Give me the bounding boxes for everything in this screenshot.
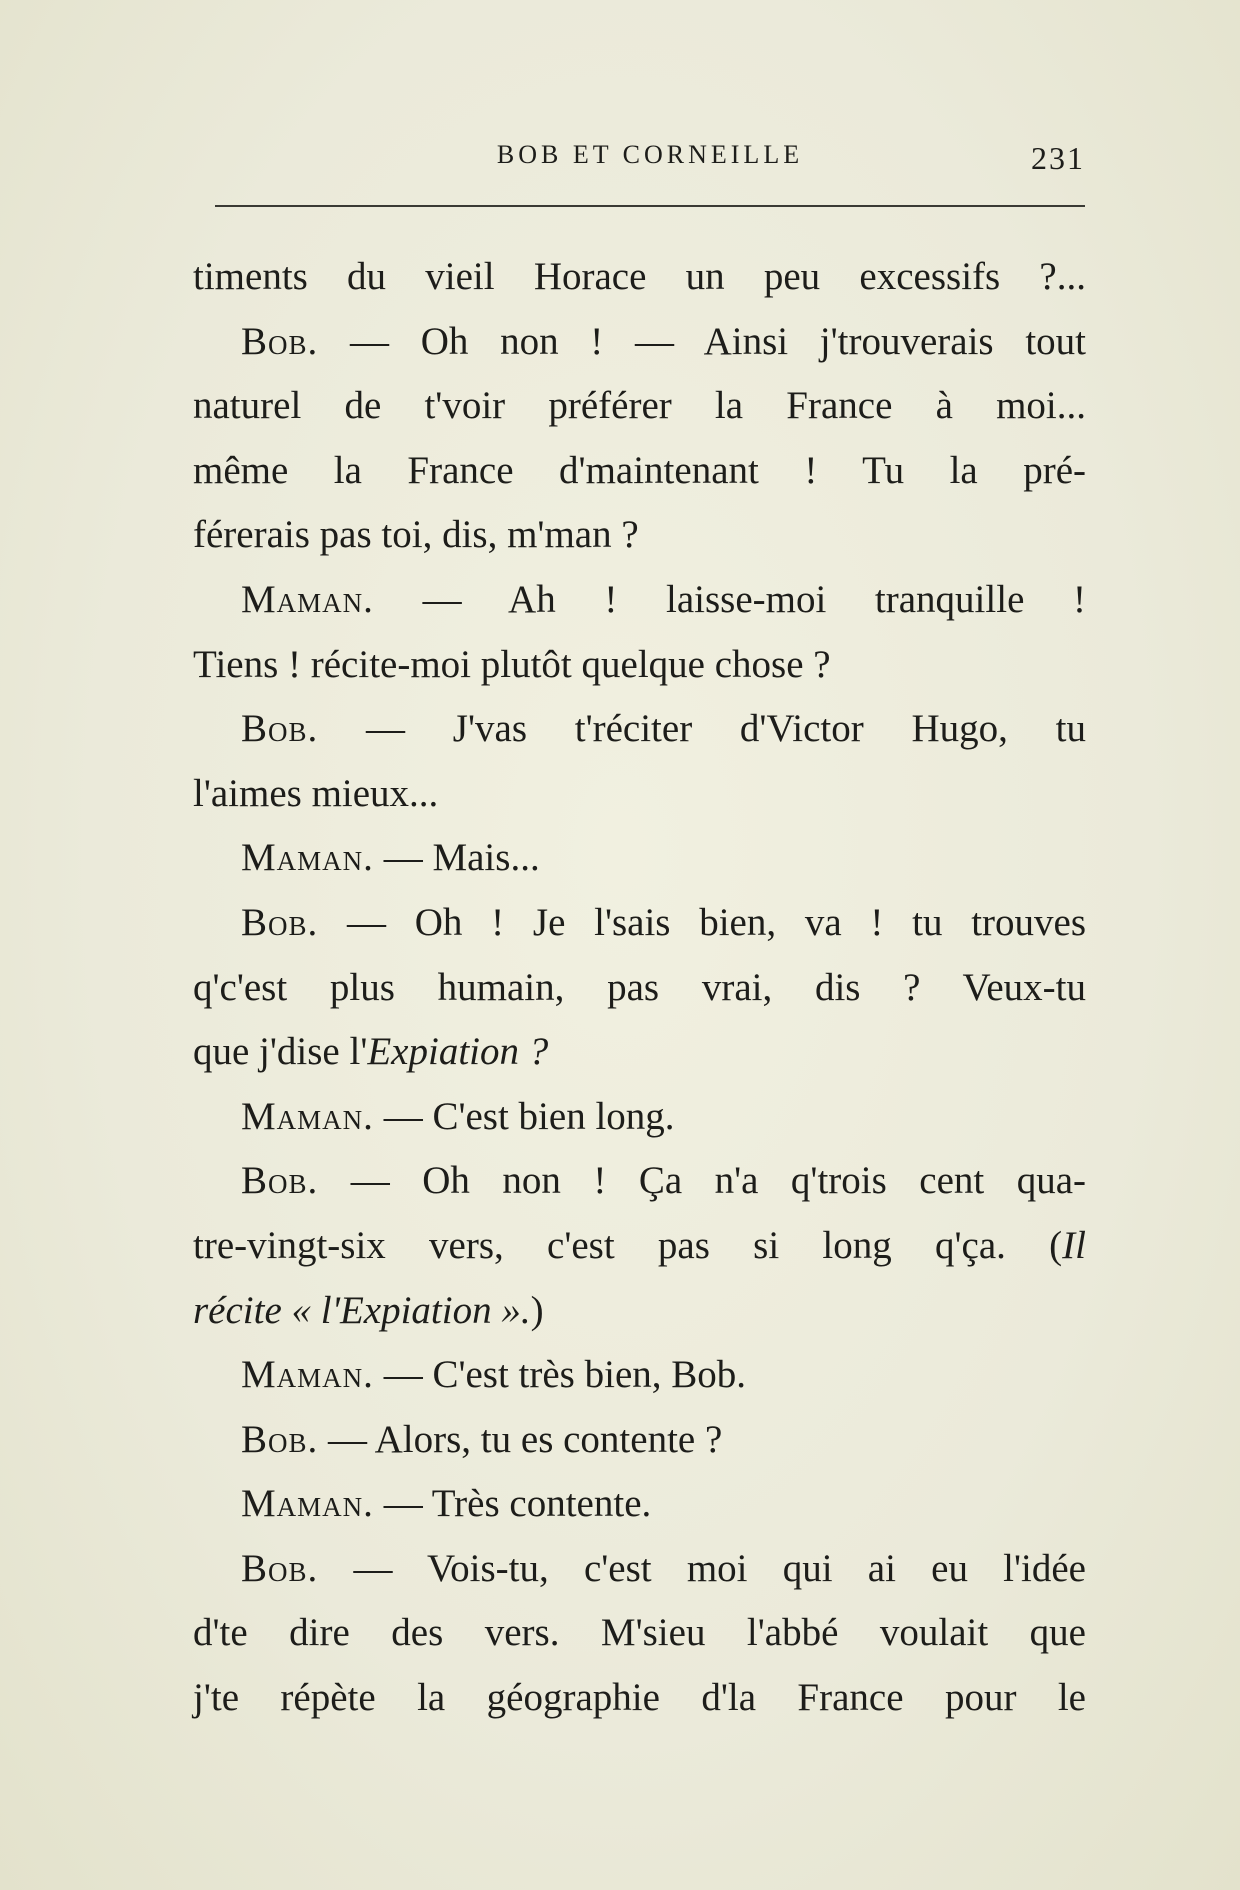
page-header	[215, 140, 1085, 190]
speaker-bob: Bob.	[241, 1159, 319, 1203]
dialogue-line: Bob. — Vois-tu, c'est moi qui ai eu l'idée	[241, 1546, 1086, 1590]
italic-title: Expiation ?	[367, 1030, 549, 1074]
page-number: 231	[1031, 140, 1085, 176]
page-body	[193, 245, 1086, 1731]
dialogue-line: Bob. — Alors, tu es contente ?	[241, 1417, 723, 1461]
text-line: naturel de t'voir préférer la France à moi...	[193, 384, 1086, 428]
dialogue-line: Maman. — C'est bien long.	[241, 1094, 675, 1138]
text-line: que j'dise l'Expiation ?	[193, 1030, 549, 1074]
dialogue-line: Bob. — J'vas t'réciter d'Victor Hugo, tu	[241, 707, 1087, 751]
speaker-maman: Maman.	[241, 1353, 374, 1397]
speaker-bob: Bob.	[241, 707, 319, 751]
text-line: récite « l'Expiation ».)	[193, 1288, 544, 1332]
speaker-bob: Bob.	[241, 319, 319, 363]
dialogue-line: Bob. — Oh non ! — Ainsi j'trouverais tout	[241, 319, 1086, 363]
stage-direction: Il	[1062, 1223, 1086, 1267]
dialogue-line: Maman. — Très contente.	[241, 1482, 652, 1526]
text-line: q'c'est plus humain, pas vrai, dis ? Veux-tu	[193, 965, 1086, 1009]
running-title: BOB ET CORNEILLE	[496, 140, 804, 169]
text-line: timents du vieil Horace un peu excessifs ?...	[193, 255, 1086, 298]
text-line: Tiens ! récite-moi plutôt quelque chose ?	[193, 642, 831, 686]
speaker-maman: Maman.	[241, 1094, 374, 1138]
dialogue-line: Bob. — Oh non ! Ça n'a q'trois cent qua-	[241, 1159, 1086, 1203]
dialogue-line: Bob. — Oh ! Je l'sais bien, va ! tu trouves	[241, 900, 1087, 944]
stage-direction: récite « l'Expiation ».	[193, 1288, 531, 1332]
dialogue-line: Maman. — Ah ! laisse-moi tranquille !	[241, 577, 1086, 621]
dialogue-line: Maman. — C'est très bien, Bob.	[241, 1353, 747, 1397]
text-line: férerais pas toi, dis, m'man ?	[193, 513, 639, 557]
text-line: j'te répète la géographie d'la France pour le	[193, 1676, 1086, 1720]
text-line: tre-vingt-six vers, c'est pas si long q'ça. (Il	[193, 1223, 1086, 1267]
header-rule	[215, 205, 1085, 207]
speaker-bob: Bob.	[241, 1417, 319, 1461]
speaker-bob: Bob.	[241, 1546, 319, 1590]
text-line: même la France d'maintenant ! Tu la pré-	[193, 448, 1086, 492]
text-line: l'aimes mieux...	[193, 771, 439, 815]
speaker-maman: Maman.	[241, 577, 374, 621]
speaker-bob: Bob.	[241, 900, 319, 944]
dialogue-line: Maman. — Mais...	[241, 836, 540, 880]
text-line: d'te dire des vers. M'sieu l'abbé voulait que	[193, 1611, 1086, 1655]
speaker-maman: Maman.	[241, 1482, 374, 1526]
speaker-maman: Maman.	[241, 836, 374, 880]
